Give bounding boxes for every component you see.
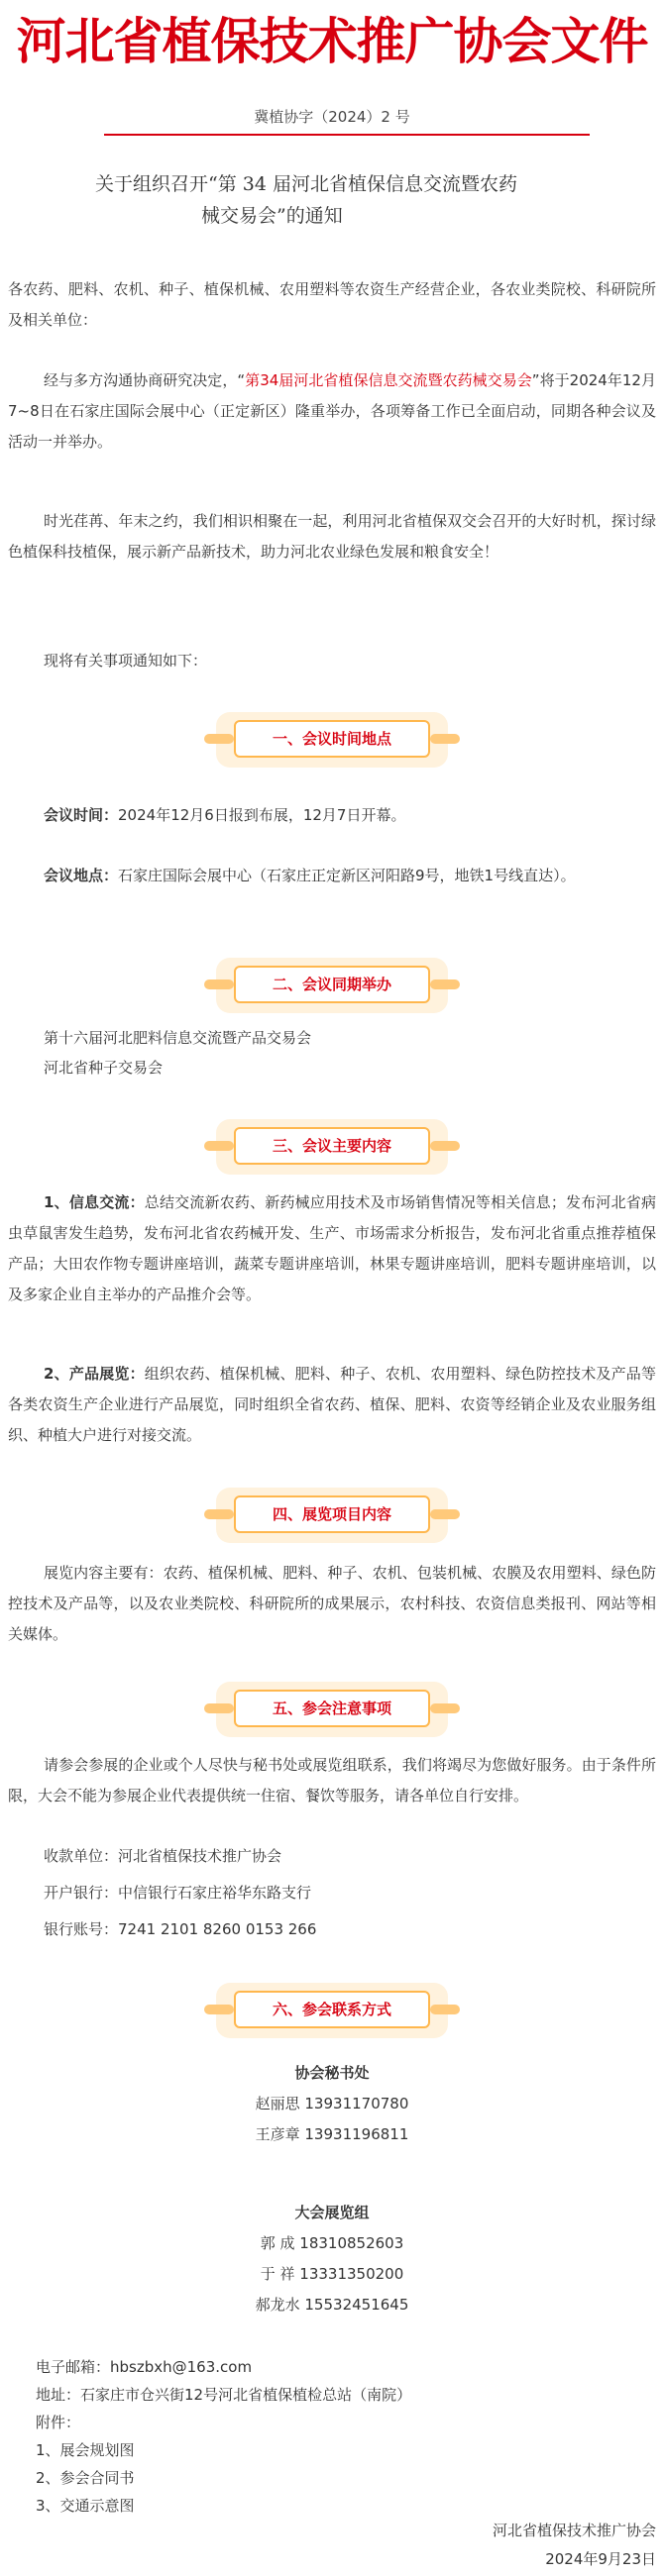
- content-info-exchange: [8, 1187, 656, 1310]
- concurrent-event: 河北省种子交易会: [44, 1059, 164, 1077]
- exhibition-contact: 郭 成 18310852603: [260, 2234, 404, 2252]
- intro-paragraph: [8, 365, 656, 458]
- event-name-highlight: 第34届河北省植保信息交流暨农药械交易会: [245, 371, 532, 389]
- document-masthead: 河北省植保技术推广协会文件: [16, 12, 648, 70]
- meeting-place-value: 石家庄国际会展中心（石家庄正定新区河阳路9号，地铁1号线直达）。: [118, 867, 576, 884]
- section-banner-5: [0, 1682, 664, 1737]
- document-number: 冀植协字（2024）2 号: [254, 108, 410, 126]
- intro-before: 经与多方沟通协商研究决定，“: [44, 371, 246, 389]
- signer: 河北省植保技术推广协会: [492, 2522, 656, 2539]
- notice-title: [95, 168, 591, 232]
- meeting-time-label: 会议时间：: [44, 806, 119, 824]
- section-banner-3: [0, 1119, 664, 1175]
- secretariat-title: 协会秘书处: [294, 2064, 370, 2082]
- intro-after: ”将于2024年12月7~8日在石家庄国际会展中心（正定新区）隆重举办，各项筹备工作已全面启动，同期各种会议及活动一并举办。: [8, 371, 656, 451]
- red-divider: [104, 134, 590, 136]
- payee-line: 收款单位：河北省植保技术推广协会: [44, 1847, 282, 1865]
- section-title-5: 五、参会注意事项: [272, 1700, 391, 1717]
- content-2-text: 组织农药、植保机械、肥料、种子、农机、农用塑料、绿色防控技术及产品等各类农资生产企业进行产品展览，同时组织全省农药、植保、肥料、农资等经销企业及农业服务组织、种植大户进行对接交流。: [8, 1365, 656, 1444]
- exhibition-group-title: 大会展览组: [294, 2204, 370, 2221]
- address-line: 地址：石家庄市仓兴街12号河北省植保植检总站（南院）: [36, 2386, 412, 2404]
- notes-paragraph: 请参会参展的企业或个人尽快与秘书处或展览组联系，我们将竭尽为您做好服务。由于条件所限，大会不能为参展企业代表提供统一住宿、餐饮等服务，请各单位自行安排。: [8, 1756, 656, 1804]
- title-line-1: 关于组织召开“第 34 届河北省植保信息交流暨农药: [95, 173, 517, 195]
- attachment-item: 1、展会规划图: [36, 2441, 135, 2459]
- content-exhibition: [8, 1359, 656, 1451]
- meeting-time: [8, 800, 656, 831]
- section-title-1: 一、会议时间地点: [272, 730, 391, 748]
- concurrent-event: 第十六届河北肥料信息交流暨产品交易会: [44, 1029, 312, 1047]
- section-banner-6: [0, 1983, 664, 2038]
- issue-date: 2024年9月23日: [545, 2550, 656, 2568]
- secretariat-contact: 赵丽思 13931170780: [255, 2095, 409, 2112]
- section-banner-4: [0, 1488, 664, 1543]
- content-1-label: 1、信息交流：: [44, 1193, 145, 1211]
- meeting-place-label: 会议地点：: [44, 867, 119, 884]
- attachment-item: 2、参会合同书: [36, 2469, 135, 2487]
- section-banner-2: [0, 958, 664, 1013]
- attachment-item: 3、交通示意图: [36, 2497, 135, 2515]
- attachments-label: 附件：: [36, 2414, 81, 2431]
- section-title-2: 二、会议同期举办: [272, 976, 391, 993]
- section-banner-1: [0, 712, 664, 768]
- invite-paragraph: 时光荏苒、年末之约，我们相识相聚在一起，利用河北省植保双交会召开的大好时机，探讨绿色植保科技植保，展示新产品新技术，助力河北农业绿色发展和粮食安全！: [8, 512, 656, 561]
- secretariat-contact: 王彦章 13931196811: [255, 2125, 409, 2143]
- content-1-text: 总结交流新农药、新药械应用技术及市场销售情况等相关信息；发布河北省病虫草鼠害发生趋势，发布河北省农药械开发、生产、市场需求分析报告，发布河北省重点推荐植保产品；大田农作物专题讲座培训，蔬菜专题讲座培训，林果专题讲座培训，肥料专题讲座培训，以及多家企业自主举办的产品推介会等。: [8, 1193, 656, 1303]
- email-line: 电子邮箱：hbszbxh@163.com: [36, 2358, 253, 2376]
- exhibit-paragraph: 展览内容主要有：农药、植保机械、肥料、种子、农机、包装机械、农膜及农用塑料、绿色防控技术及产品等，以及农业类院校、科研院所的成果展示，农村科技、农资信息类报刊、网站等相关媒体。: [8, 1564, 656, 1643]
- meeting-time-value: 2024年12月6日报到布展，12月7日开幕。: [118, 806, 406, 824]
- section-title-3: 三、会议主要内容: [272, 1137, 391, 1155]
- title-line-2: 械交易会”的通知: [201, 205, 343, 227]
- section-title-4: 四、展览项目内容: [272, 1505, 391, 1523]
- section-title-6: 六、参会联系方式: [272, 2001, 391, 2018]
- exhibition-contact: 郝龙水 15532451645: [255, 2296, 409, 2314]
- meeting-place: [8, 861, 656, 891]
- content-2-label: 2、产品展览：: [44, 1365, 145, 1383]
- notice-lead: 现将有关事项通知如下：: [44, 652, 208, 670]
- account-line: 银行账号：7241 2101 8260 0153 266: [44, 1920, 317, 1938]
- bank-line: 开户银行：中信银行石家庄裕华东路支行: [44, 1884, 312, 1902]
- addressee: 各农药、肥料、农机、种子、植保机械、农用塑料等农资生产经营企业，各农业类院校、科研院所及相关单位：: [8, 280, 656, 329]
- exhibition-contact: 于 祥 13331350200: [260, 2265, 404, 2283]
